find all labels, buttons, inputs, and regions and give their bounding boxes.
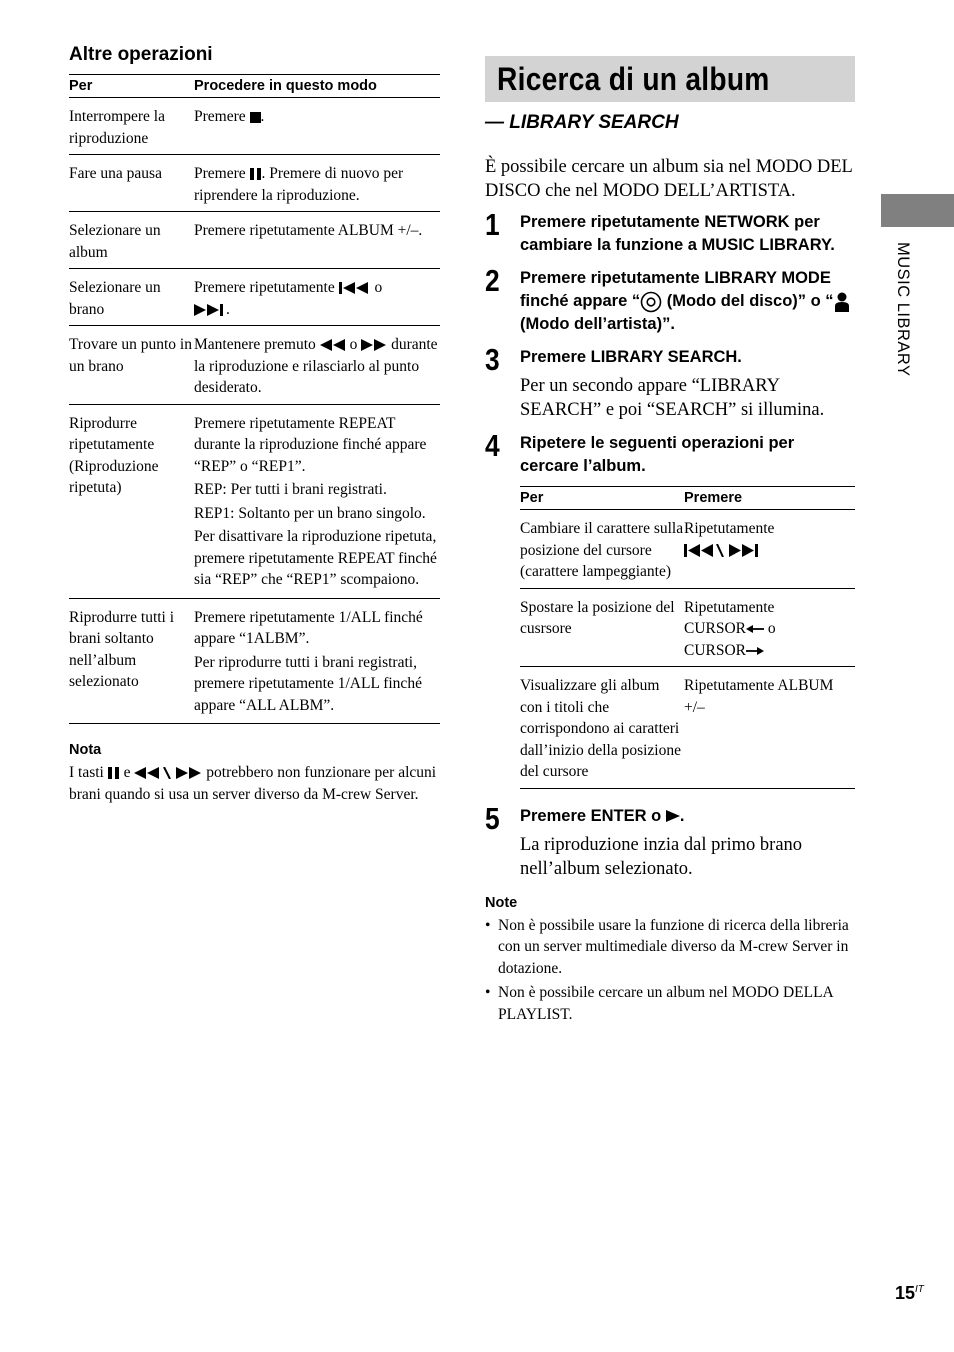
step-1 <box>485 207 855 257</box>
note-list <box>485 915 855 1026</box>
step-description: La riproduzione inzia dal primo brano nell’album selezionato. <box>520 834 803 879</box>
operations-table <box>69 74 440 724</box>
step-3 <box>485 342 855 422</box>
table-header-row <box>520 487 855 510</box>
arrow-left-icon <box>746 624 764 634</box>
intro-text: È possibile cercare un album sia nel MODO DEL DISCO che nel MODO DELL’ARTISTA. <box>485 157 853 201</box>
step-5 <box>485 800 855 881</box>
step-number: 2 <box>485 263 500 298</box>
arrow-right-icon <box>746 646 764 656</box>
note-title: Note <box>485 894 518 911</box>
table-cell-per: Interrompere la riproduzione <box>69 98 194 155</box>
table-cell-action: Premere . Premere di nuovo per riprendere la riproduzione. <box>194 155 440 212</box>
table-cell-action: Premere ripetutamente REPEAT durante la riproduzione finché appare “REP” o “REP1”. REP: Per tutti i brani registrati. REP1: Soltanto per un brano singolo. Per disattivare la riproduzione ripetuta, premere ripetutamente REPEAT finché sia “REP” che “REP1” scompaiono. <box>194 404 440 598</box>
step-instruction: Ripetere le seguenti operazioni per cercare l’album. <box>520 434 795 475</box>
table-header: Per <box>69 75 194 98</box>
nota-text: I tasti e potrebbero non funzionare per alcuni brani quando si usa un server diverso da M-crew Server. <box>69 764 437 803</box>
table-cell-action: Mantenere premuto o durante la riproduzione e rilasciarlo al punto desiderato. <box>194 326 440 405</box>
table-cell-action: Premere ripetutamente o . <box>194 269 440 326</box>
table-row <box>69 98 440 155</box>
table-row <box>69 155 440 212</box>
step-instruction: Premere ENTER o . <box>520 806 685 825</box>
table-header: Procedere in questo modo <box>194 75 440 98</box>
page-title: Ricerca di un album <box>497 60 770 97</box>
table-cell-per: Cambiare il carattere sulla posizione del cursore (carattere lampeggiante) <box>520 510 684 589</box>
section-title-altre-operazioni: Altre operazioni <box>69 44 213 65</box>
table-cell-per: Riprodurre tutti i brani soltanto nell’album selezionato <box>69 598 194 724</box>
title-band <box>485 56 855 102</box>
previous-next-track-icon <box>684 544 760 557</box>
play-icon <box>666 810 680 822</box>
nota-title: Nota <box>69 742 102 758</box>
step-number: 3 <box>485 342 500 377</box>
step-instruction: Premere ripetutamente NETWORK per cambiare la funzione a MUSIC LIBRARY. <box>520 213 835 254</box>
left-column <box>69 44 440 806</box>
note-item: • Non è possibile cercare un album nel MODO DELLA PLAYLIST. <box>485 982 855 1025</box>
table-cell-per: Fare una pausa <box>69 155 194 212</box>
step-number: 1 <box>485 207 500 242</box>
rewind-fast-forward-icon <box>134 767 202 779</box>
right-column <box>485 56 855 1028</box>
page-subtitle: — LIBRARY SEARCH <box>485 112 679 133</box>
rewind-icon <box>320 339 346 351</box>
step-number: 5 <box>485 800 500 836</box>
table-header: Per <box>520 487 684 510</box>
table-row <box>520 667 855 789</box>
table-cell-action: Ripetutamente ALBUM +/– <box>684 667 855 789</box>
pause-icon <box>250 168 262 180</box>
step-2 <box>485 263 855 336</box>
table-cell-per: Trovare un punto in un brano <box>69 326 194 405</box>
table-row <box>69 269 440 326</box>
table-row <box>69 212 440 269</box>
step-instruction: Premere ripetutamente LIBRARY MODE finché appare “ (Modo del disco)” o “ (Modo dell’artista)”. <box>520 267 855 336</box>
table-cell-action: Premere . <box>194 98 440 155</box>
chapter-label: MUSIC LIBRARY <box>894 242 912 377</box>
table-cell-per: Riprodurre ripetutamente (Riproduzione ripetuta) <box>69 404 194 598</box>
table-row <box>520 510 855 589</box>
artist-icon <box>834 292 850 312</box>
table-row <box>69 404 440 598</box>
note-item: • Non è possibile usare la funzione di ricerca della libreria con un server multimediale diverso da M-crew Server in dotazione. <box>485 915 855 980</box>
table-cell-per: Selezionare un album <box>69 212 194 269</box>
fast-forward-icon <box>361 339 387 351</box>
stop-icon <box>250 112 261 123</box>
step-description: Per un secondo appare “LIBRARY SEARCH” e poi “SEARCH” si illumina. <box>520 376 825 420</box>
table-row <box>520 588 855 667</box>
table-cell-action: Ripetutamente CURSOR o CURSOR <box>684 588 855 667</box>
table-cell-per: Visualizzare gli album con i titoli che corrispondono ai caratteri dall’inizio della posizione del cursore <box>520 667 684 789</box>
table-cell-action: Premere ripetutamente 1/ALL finché appare “1ALBM”. Per riprodurre tutti i brani registrati, premere ripetutamente 1/ALL finché appare “ALL ALBM”. <box>194 598 440 724</box>
table-row <box>69 598 440 724</box>
table-cell-action: Premere ripetutamente ALBUM +/–. <box>194 212 440 269</box>
search-operations-table <box>520 486 855 789</box>
step-4 <box>485 428 855 789</box>
chapter-tab <box>881 194 954 227</box>
table-header: Premere <box>684 487 855 510</box>
step-number: 4 <box>485 428 500 463</box>
table-header-row <box>69 75 440 98</box>
next-track-icon <box>194 304 226 316</box>
page-number: $15^{IT}$ <box>895 1283 924 1303</box>
table-row <box>69 326 440 405</box>
step-instruction: Premere LIBRARY SEARCH. <box>520 348 742 366</box>
pause-icon <box>108 767 120 779</box>
disc-icon <box>640 291 662 313</box>
table-cell-per: Spostare la posizione del cusrsore <box>520 588 684 667</box>
previous-track-icon <box>339 282 371 294</box>
table-cell-action: Ripetutamente <box>684 510 855 589</box>
table-cell-per: Selezionare un brano <box>69 269 194 326</box>
